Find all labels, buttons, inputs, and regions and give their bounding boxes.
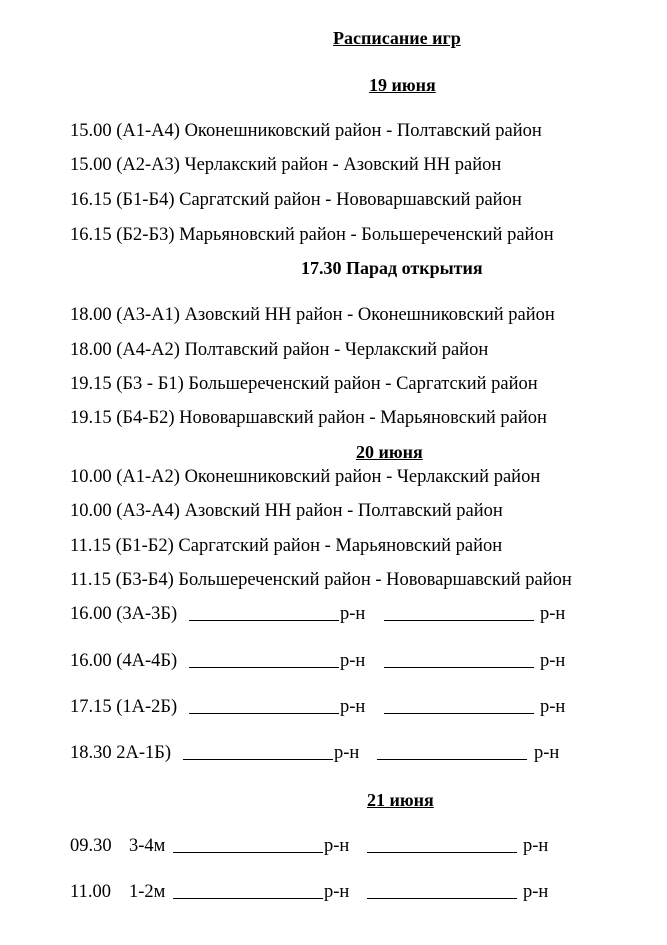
district-suffix: р-н — [523, 836, 549, 856]
team-blank-field[interactable] — [367, 882, 517, 899]
team-blank-field[interactable] — [384, 697, 534, 714]
game-line: 11.15 (Б3-Б4) Большереченский район - Нововаршавский район — [70, 570, 572, 590]
game-line: 15.00 (А1-А4) Оконешниковский район - Полтавский район — [70, 121, 542, 141]
district-suffix: р-н — [334, 743, 360, 763]
team-blank-field[interactable] — [183, 743, 333, 760]
game-line: 18.00 (А4-А2) Полтавский район - Черлакский район — [70, 340, 489, 360]
team-blank-field[interactable] — [173, 836, 323, 853]
final-label: 1-2м — [129, 882, 166, 902]
day3-date-heading: 21 июня — [367, 790, 434, 810]
team-blank-field[interactable] — [189, 697, 339, 714]
district-suffix: р-н — [324, 836, 350, 856]
final-time: 11.00 — [70, 882, 111, 902]
team-blank-field[interactable] — [384, 604, 534, 621]
game-line: 10.00 (А1-А2) Оконешниковский район - Черлакский район — [70, 467, 541, 487]
district-suffix: р-н — [340, 651, 366, 671]
district-suffix: р-н — [534, 743, 560, 763]
day2-date-heading: 20 июня — [356, 442, 423, 462]
team-blank-field[interactable] — [384, 651, 534, 668]
district-suffix: р-н — [540, 651, 566, 671]
game-line: 18.00 (А3-А1) Азовский НН район - Оконешниковский район — [70, 305, 555, 325]
playoff-row — [70, 651, 177, 672]
playoff-row — [70, 697, 177, 718]
game-line: 10.00 (А3-А4) Азовский НН район - Полтавский район — [70, 501, 503, 521]
final-label: 3-4м — [129, 836, 166, 856]
district-suffix: р-н — [523, 882, 549, 902]
team-blank-field[interactable] — [189, 604, 339, 621]
district-suffix: р-н — [540, 697, 566, 717]
team-blank-field[interactable] — [189, 651, 339, 668]
game-line: 16.15 (Б2-Б3) Марьяновский район - Большереченский район — [70, 225, 554, 245]
team-blank-field[interactable] — [367, 836, 517, 853]
day1-date-heading: 19 июня — [369, 75, 436, 95]
game-line: 19.15 (Б3 - Б1) Большереченский район - Саргатский район — [70, 374, 538, 394]
playoff-label: 16.00 (3А-3Б) — [70, 604, 178, 624]
district-suffix: р-н — [340, 697, 366, 717]
page-title: Расписание игр — [333, 28, 461, 48]
playoff-label: 16.00 (4А-4Б) — [70, 651, 178, 671]
district-suffix: р-н — [540, 604, 566, 624]
game-line: 11.15 (Б1-Б2) Саргатский район - Марьяновский район — [70, 536, 503, 556]
district-suffix: р-н — [340, 604, 366, 624]
game-line: 15.00 (А2-А3) Черлакский район - Азовский НН район — [70, 155, 502, 175]
final-time: 09.30 — [70, 836, 112, 856]
playoff-row — [70, 604, 177, 625]
playoff-label: 17.15 (1А-2Б) — [70, 697, 178, 717]
playoff-row — [70, 743, 171, 764]
game-line: 19.15 (Б4-Б2) Нововаршавский район - Марьяновский район — [70, 408, 547, 428]
district-suffix: р-н — [324, 882, 350, 902]
team-blank-field[interactable] — [173, 882, 323, 899]
playoff-label: 18.30 2А-1Б) — [70, 743, 172, 763]
team-blank-field[interactable] — [377, 743, 527, 760]
parade-heading: 17.30 Парад открытия — [301, 258, 483, 278]
game-line: 16.15 (Б1-Б4) Саргатский район - Нововаршавский район — [70, 190, 522, 210]
